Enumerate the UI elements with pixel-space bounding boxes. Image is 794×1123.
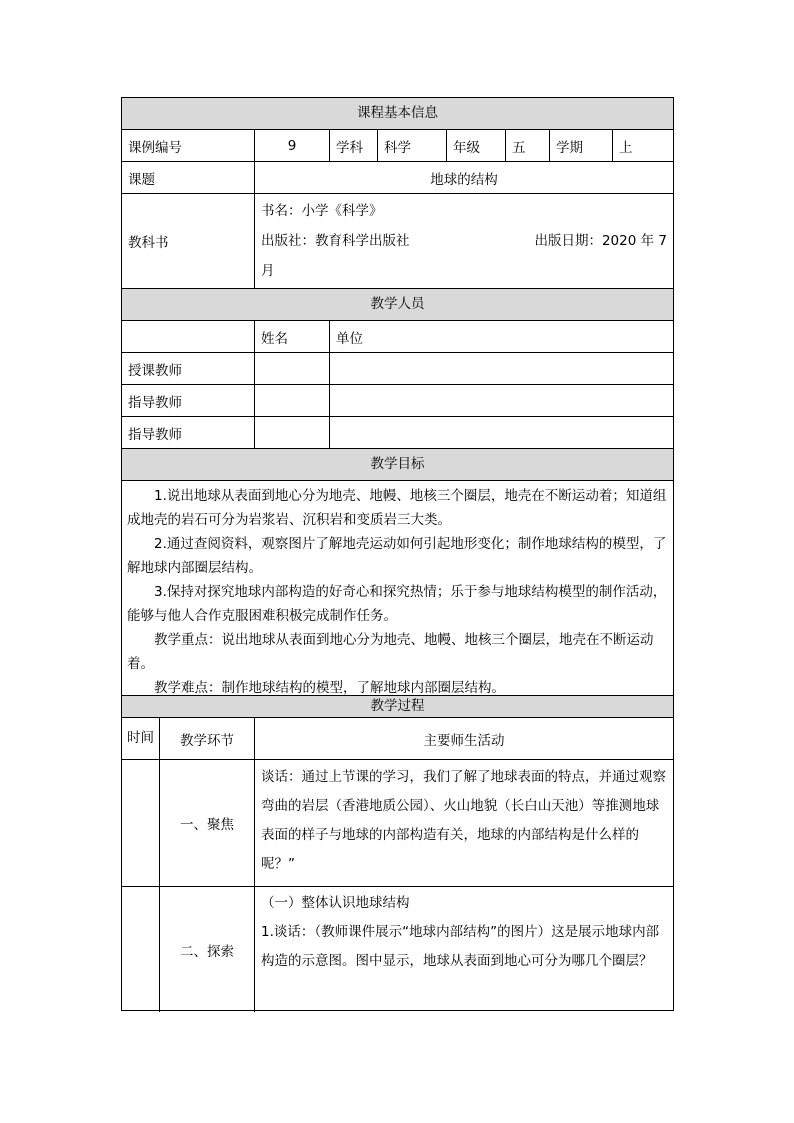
grade-label: 年级 xyxy=(447,130,506,161)
staff-name xyxy=(255,385,330,416)
case-no-value: 9 xyxy=(255,130,330,161)
staff-unit xyxy=(330,353,673,384)
staff-row xyxy=(122,385,673,417)
publish-date: 出版日期：2020 年 7 xyxy=(534,233,667,249)
subject-value: 科学 xyxy=(378,130,447,161)
publish-date-cont: 月 xyxy=(261,263,275,279)
step-time xyxy=(122,887,160,1012)
case-no-label: 课例编号 xyxy=(122,130,255,161)
goal-item: 2.通过查阅资料，观察图片了解地壳运动如何引起地形变化；制作地球结构的模型，了解地球内部圈层结构。 xyxy=(127,536,667,576)
step-name: 二、探索 xyxy=(160,887,255,1012)
goals-title: 教学目标 xyxy=(370,456,425,472)
staff-role: 授课教师 xyxy=(122,353,255,384)
staff-title: 教学人员 xyxy=(370,296,425,312)
textbook-label: 教科书 xyxy=(122,194,255,288)
staff-role: 指导教师 xyxy=(122,417,255,448)
goals-body xyxy=(122,481,673,696)
step-time xyxy=(122,760,160,886)
process-header xyxy=(122,696,673,718)
goal-item: 1.说出地球从表面到地心分为地壳、地幔、地核三个圈层，地壳在不断运动着；知道组成地壳的岩石可分为岩浆岩、沉积岩和变质岩三大类。 xyxy=(127,488,667,528)
textbook-info xyxy=(255,194,673,288)
process-col-activity: 主要师生活动 xyxy=(423,732,505,749)
step-activity-text: 谈话：通过上节课的学习，我们了解了地球表面的特点，并通过观察弯曲的岩层（香港地质公园）、火山地貌（长白山天池）等推测地球表面的样子与地球的内部构造有关，地球的内部结构是什么样的呢？” xyxy=(261,769,666,872)
publisher: 出版社：教育科学出版社 xyxy=(261,233,410,249)
basic-info-title: 课程基本信息 xyxy=(357,105,438,121)
step-activity xyxy=(255,887,673,1012)
staff-name xyxy=(255,417,330,448)
process-step-row xyxy=(122,760,673,887)
textbook-row xyxy=(122,194,673,289)
topic-label: 课题 xyxy=(122,162,255,193)
basic-info-header xyxy=(122,98,673,130)
lesson-plan-table xyxy=(121,97,674,1011)
staff-unit xyxy=(330,385,673,416)
publisher-line xyxy=(261,226,667,256)
key-point: 教学重点：说出地球从表面到地心分为地壳、地幔、地核三个圈层，地壳在不断运动着。 xyxy=(127,632,654,672)
topic-value: 地球的结构 xyxy=(430,171,498,188)
goals-header xyxy=(122,449,673,481)
process-title: 教学过程 xyxy=(370,698,425,714)
staff-col-name: 姓名 xyxy=(255,321,330,352)
process-col-time: 时间 xyxy=(122,718,160,759)
staff-unit xyxy=(330,417,673,448)
staff-row xyxy=(122,353,673,385)
staff-col-unit: 单位 xyxy=(336,330,363,347)
process-col-step: 教学环节 xyxy=(160,718,255,759)
staff-blank-cell xyxy=(122,321,255,352)
staff-role: 指导教师 xyxy=(122,385,255,416)
staff-row xyxy=(122,417,673,449)
term-value: 上 xyxy=(619,139,633,156)
process-step-row xyxy=(122,887,673,1012)
staff-name xyxy=(255,353,330,384)
step-name: 一、聚焦 xyxy=(160,760,255,886)
grade-value: 五 xyxy=(506,130,550,161)
staff-column-row xyxy=(122,321,673,353)
difficult-point: 教学难点：制作地球结构的模型，了解地球内部圈层结构。 xyxy=(154,680,505,696)
step-activity-text: 1.谈话：（教师课件展示“地球内部结构”的图片）这是展示地球内部构造的示意图。图中显示，地球从表面到地心可分为哪几个圈层？ xyxy=(261,924,660,969)
topic-row xyxy=(122,162,673,194)
goal-item: 3.保持对探究地球内部构造的好奇心和探究热情；乐于参与地球结构模型的制作活动，能够与他人合作克服困难积极完成制作任务。 xyxy=(127,584,667,624)
staff-header xyxy=(122,289,673,321)
step-activity xyxy=(255,760,673,886)
subject-label: 学科 xyxy=(330,130,378,161)
process-column-row xyxy=(122,718,673,760)
term-label: 学期 xyxy=(550,130,613,161)
book-name: 书名：小学《科学》 xyxy=(261,203,383,219)
step-subtitle: （一）整体认识地球结构 xyxy=(261,895,410,911)
basic-info-row xyxy=(122,130,673,162)
